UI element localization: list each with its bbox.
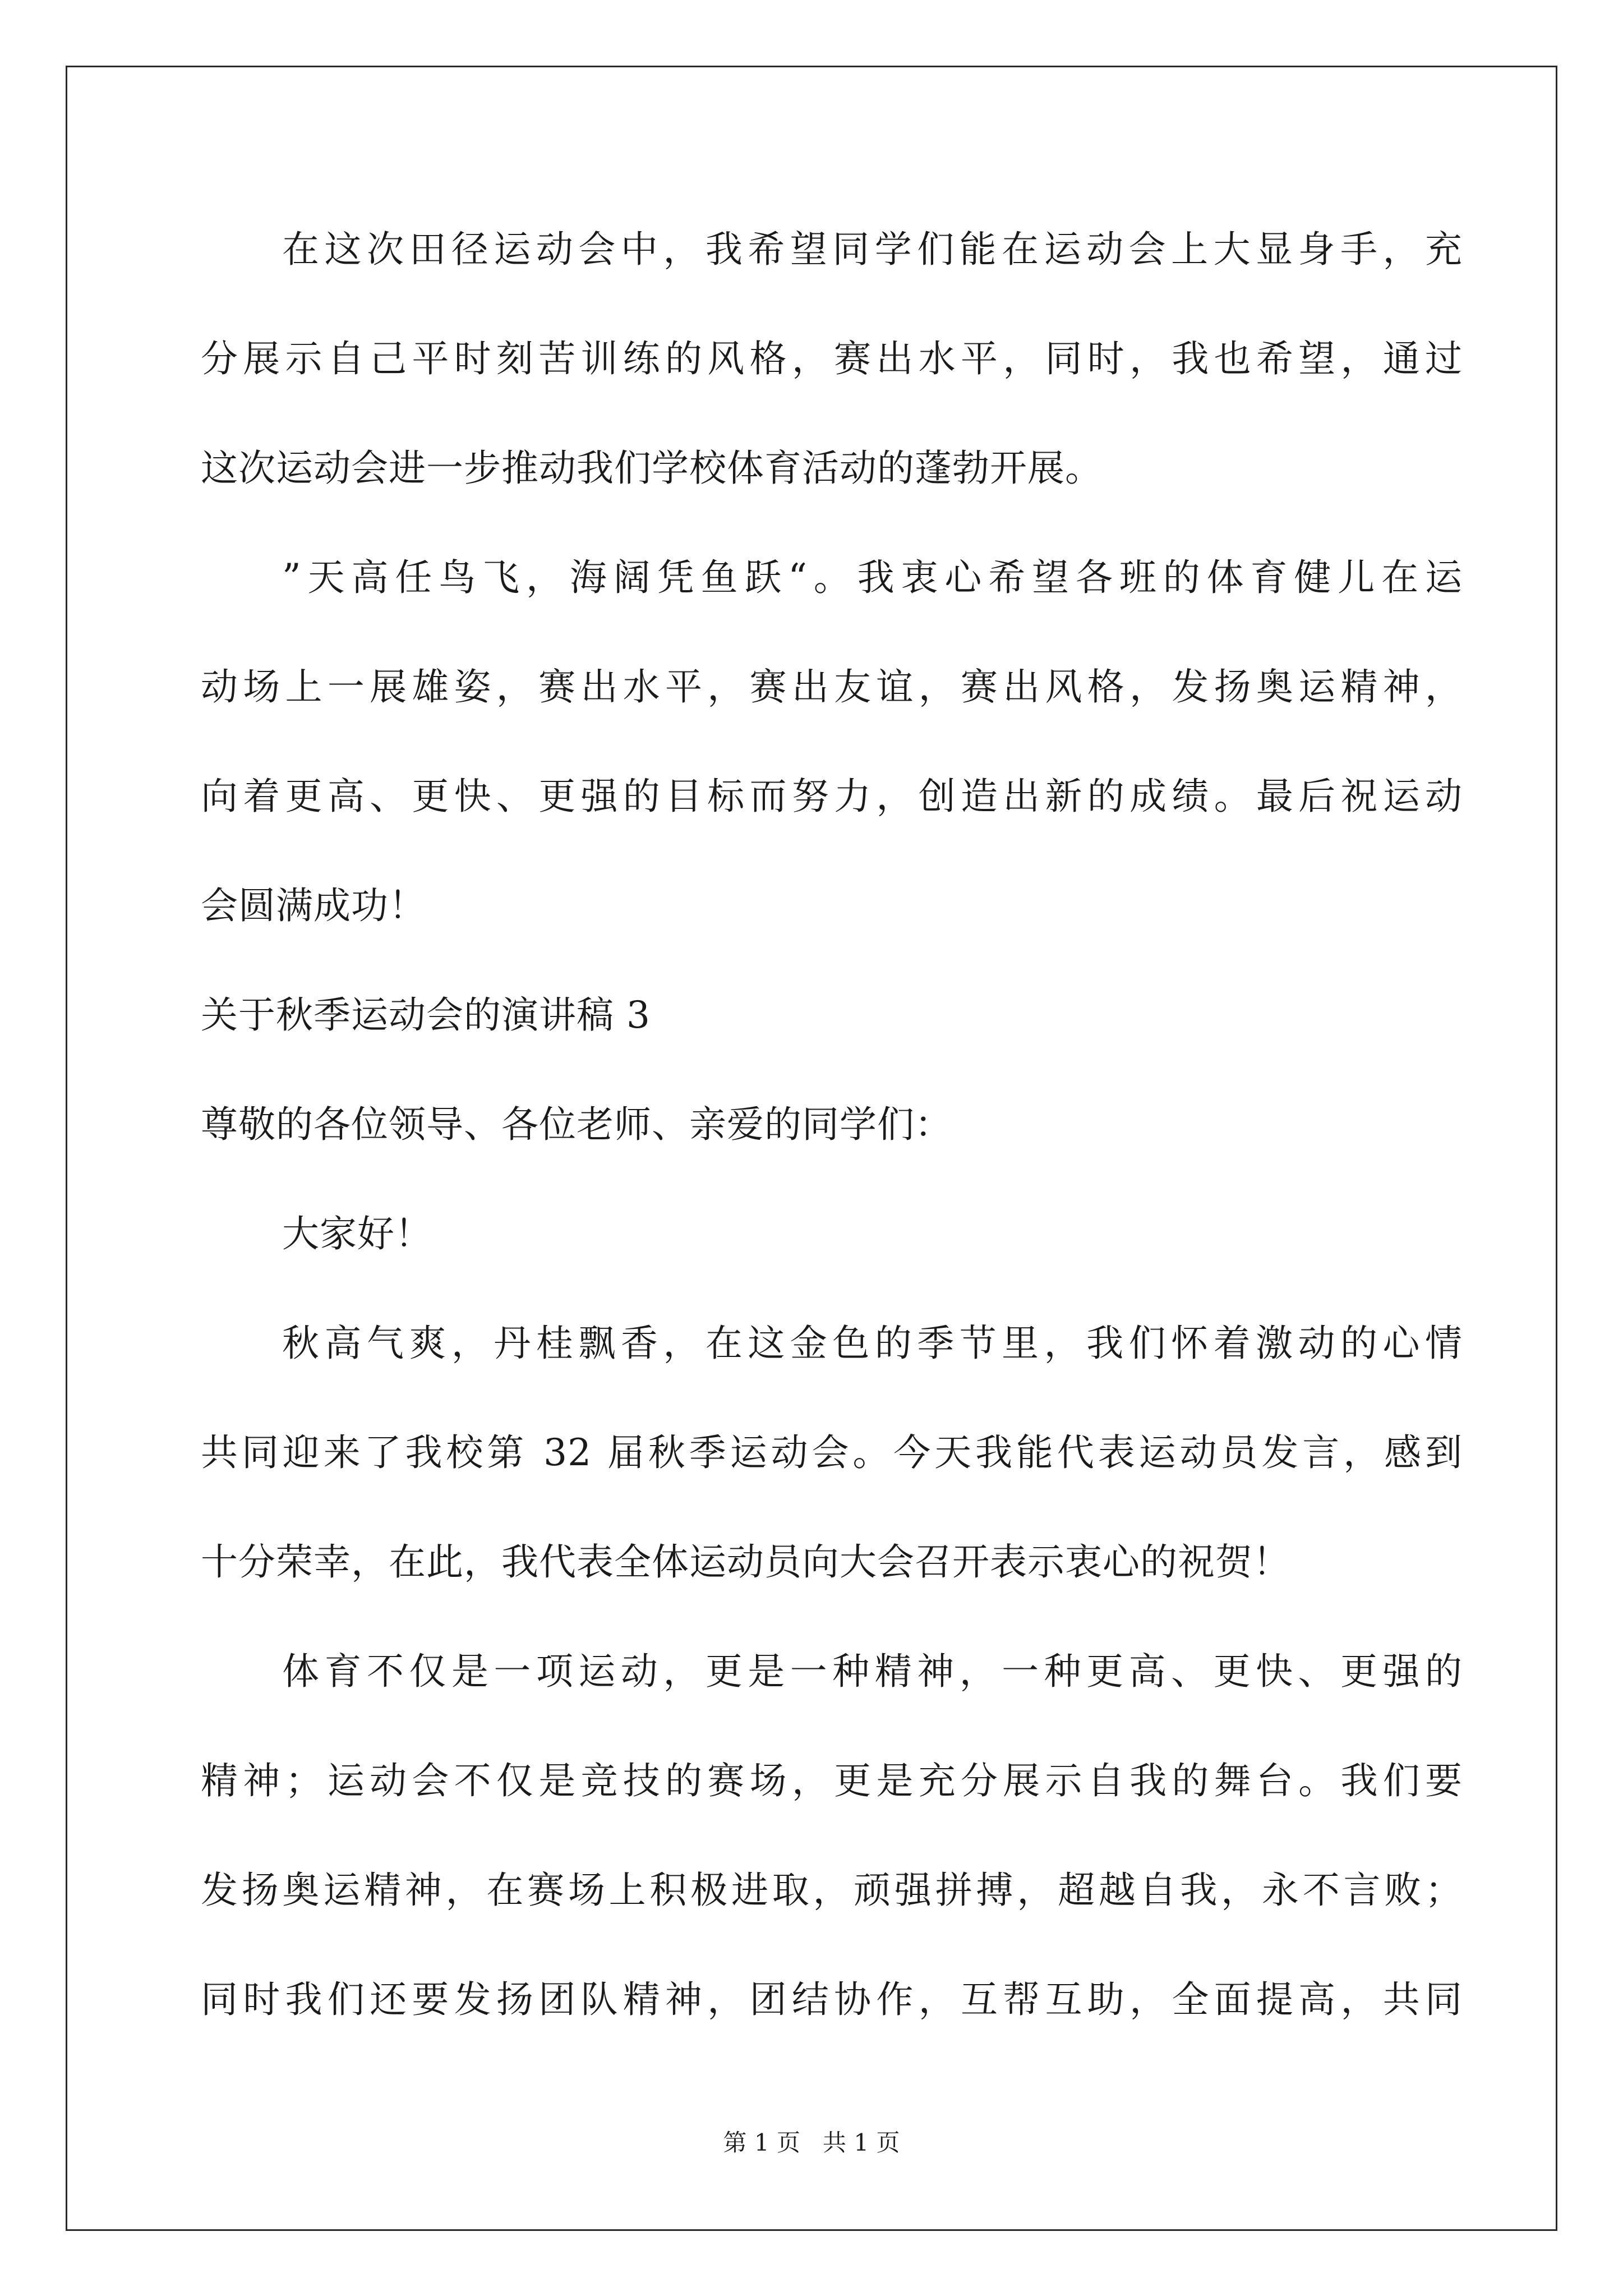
paragraph-line-15: 精神；运动会不仅是竞技的赛场，更是充分展示自我的舞台。我们要 [201, 1759, 1463, 1802]
salutation: 尊敬的各位领导、各位老师、亲爱的同学们： [201, 1103, 952, 1146]
paragraph-line-2: 分展示自己平时刻苦训练的风格，赛出水平，同时，我也希望，通过 [201, 337, 1463, 380]
paragraph-line-16: 发扬奥运精神，在赛场上积极进取，顽强拼搏，超越自我，永不言败； [201, 1869, 1463, 1912]
paragraph-line-3: 这次运动会进一步推动我们学校体育活动的蓬勃开展。 [201, 447, 1103, 490]
paragraph-line-12: 共同迎来了我校第 32 届秋季运动会。今天我能代表运动员发言，感到 [201, 1431, 1463, 1474]
paragraph-line-11: 秋高气爽，丹桂飘香，在这金色的季节里，我们怀着激动的心情 [282, 1322, 1463, 1365]
section-heading: 关于秋季运动会的演讲稿 3 [201, 993, 651, 1037]
paragraph-line-7: 会圆满成功！ [201, 884, 426, 927]
paragraph-line-17: 同时我们还要发扬团队精神，团结协作，互帮互助，全面提高，共同 [201, 1978, 1463, 2021]
paragraph-line-14: 体育不仅是一项运动，更是一种精神，一种更高、更快、更强的 [282, 1650, 1463, 1693]
paragraph-line-5: 动场上一展雄姿，赛出水平，赛出友谊，赛出风格，发扬奥运精神， [201, 665, 1463, 708]
paragraph-line-4: ”天高任鸟飞，海阔凭鱼跃“。我衷心希望各班的体育健儿在运 [282, 556, 1463, 599]
greeting: 大家好！ [282, 1212, 432, 1255]
paragraph-line-6: 向着更高、更快、更强的目标而努力，创造出新的成绩。最后祝运动 [201, 775, 1463, 818]
page-footer: 第 1 页 共 1 页 [723, 2129, 900, 2156]
paragraph-line-1: 在这次田径运动会中，我希望同学们能在运动会上大显身手，充 [282, 228, 1463, 271]
paragraph-line-13: 十分荣幸，在此，我代表全体运动员向大会召开表示衷心的祝贺！ [201, 1540, 1290, 1584]
